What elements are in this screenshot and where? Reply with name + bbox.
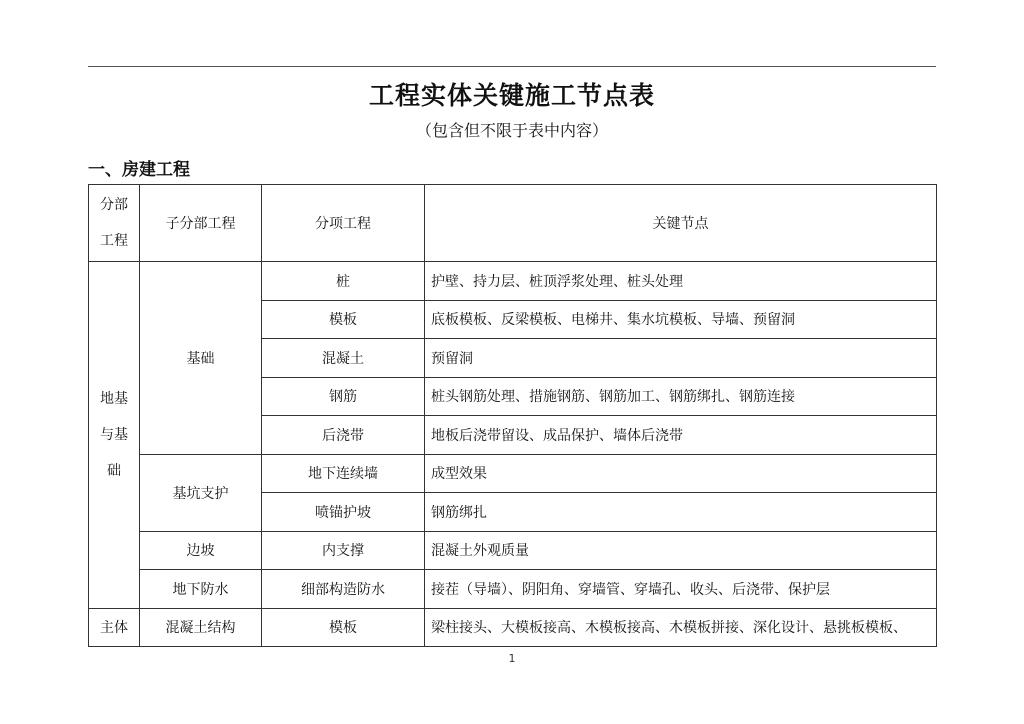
item-cell: 模板: [262, 608, 425, 647]
key-nodes-cell: 预留洞: [425, 339, 937, 378]
table-row: [89, 454, 937, 493]
item-cell: 桩: [262, 262, 425, 301]
division-foundation-cell: 地基 与基 础: [89, 262, 140, 609]
document-subtitle: （包含但不限于表中内容）: [415, 121, 608, 140]
key-nodes-cell: 底板模板、反梁模板、电梯井、集水坑模板、导墙、预留洞: [425, 300, 937, 339]
subdivision-concrete-structure-cell: 混凝土结构: [140, 608, 262, 647]
item-cell: 后浇带: [262, 416, 425, 455]
table-row: [89, 531, 937, 570]
key-nodes-table: [88, 184, 937, 647]
key-nodes-cell: 钢筋绑扎: [425, 493, 937, 532]
key-nodes-cell: 梁柱接头、大模板接高、木模板接高、木模板拼接、深化设计、悬挑板模板、: [425, 608, 937, 647]
table-row: [89, 262, 937, 301]
document-title: 工程实体关键施工节点表: [368, 81, 655, 110]
item-cell: 模板: [262, 300, 425, 339]
page-number: 1: [508, 652, 516, 665]
header-division: 分部 工程: [89, 185, 140, 262]
key-nodes-cell: 护壁、持力层、桩顶浮浆处理、桩头处理: [425, 262, 937, 301]
item-cell: 细部构造防水: [262, 570, 425, 609]
division-main-cell: 主体: [89, 608, 140, 647]
item-cell: 喷锚护坡: [262, 493, 425, 532]
item-cell: 钢筋: [262, 377, 425, 416]
top-rule: [88, 66, 936, 67]
subdivision-underground-waterproof-cell: 地下防水: [140, 570, 262, 609]
table-header-row: [89, 185, 937, 262]
key-nodes-cell: 成型效果: [425, 454, 937, 493]
item-cell: 地下连续墙: [262, 454, 425, 493]
header-item: 分项工程: [262, 185, 425, 262]
table-row: [89, 608, 937, 647]
item-cell: 混凝土: [262, 339, 425, 378]
header-key-nodes: 关键节点: [425, 185, 937, 262]
table-row: [89, 570, 937, 609]
header-subdivision: 子分部工程: [140, 185, 262, 262]
key-nodes-cell: 混凝土外观质量: [425, 531, 937, 570]
subdivision-foundation-cell: 基础: [140, 262, 262, 455]
subdivision-slope-cell: 边坡: [140, 531, 262, 570]
key-nodes-cell: 桩头钢筋处理、措施钢筋、钢筋加工、钢筋绑扎、钢筋连接: [425, 377, 937, 416]
subdivision-pit-support-cell: 基坑支护: [140, 454, 262, 531]
item-cell: 内支撑: [262, 531, 425, 570]
key-nodes-cell: 地板后浇带留设、成品保护、墙体后浇带: [425, 416, 937, 455]
key-nodes-cell: 接茬（导墙）、阴阳角、穿墙管、穿墙孔、收头、后浇带、保护层: [425, 570, 937, 609]
section-heading: 一、房建工程: [88, 160, 190, 180]
